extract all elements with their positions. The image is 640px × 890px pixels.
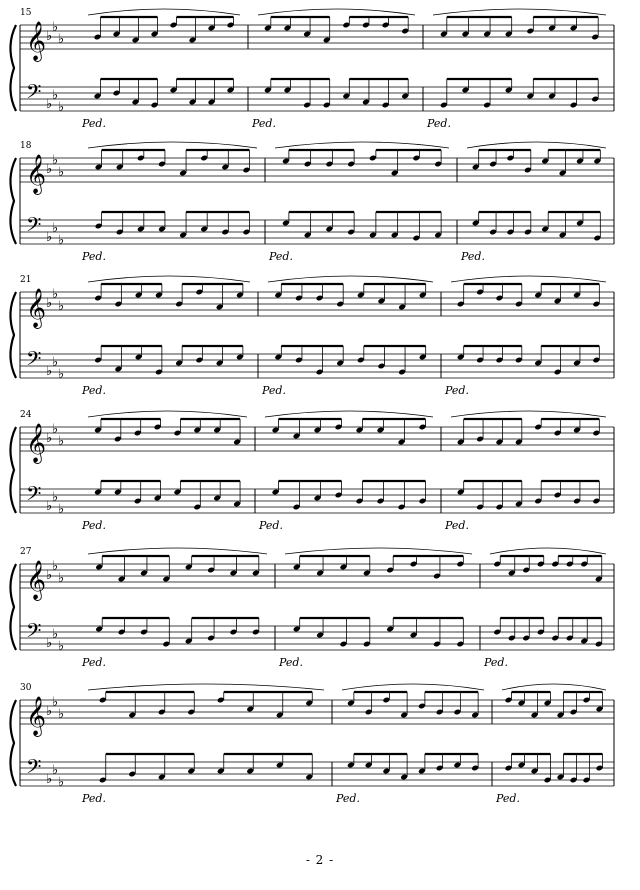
slur (88, 142, 257, 148)
slur (268, 276, 433, 282)
flat-icon: ♭ (46, 296, 53, 311)
pedal-mark: Ped. (484, 656, 508, 669)
flat-icon: ♭ (52, 153, 59, 168)
slur (258, 9, 415, 15)
flat-icon: ♭ (46, 29, 53, 44)
pedal-mark: Ped. (445, 519, 469, 532)
flat-icon: ♭ (46, 636, 53, 651)
pedal-mark: Ped. (82, 519, 106, 532)
bass-clef-icon: 𝄢 (26, 482, 42, 510)
pedal-mark: Ped. (82, 250, 106, 263)
measure-number: 15 (20, 8, 32, 18)
brace (10, 700, 16, 786)
pedal-mark: Ped. (82, 792, 106, 805)
pedal-mark: Ped. (279, 656, 303, 669)
brace (10, 25, 16, 111)
pedal-mark: Ped. (82, 656, 106, 669)
flat-icon: ♭ (58, 571, 65, 586)
system-6 (10, 683, 614, 805)
slur (265, 411, 433, 417)
system-1 (10, 8, 614, 130)
pedal-mark: Ped. (82, 384, 106, 397)
flat-icon: ♭ (58, 502, 65, 517)
measure-number: 24 (20, 410, 32, 420)
slur (88, 548, 267, 554)
treble-clef-icon: 𝄞 (26, 154, 47, 194)
flat-icon: ♭ (58, 367, 65, 382)
flat-icon: ♭ (52, 627, 59, 642)
pedal-mark: Ped. (269, 250, 293, 263)
slur (433, 9, 606, 15)
slur (342, 684, 484, 690)
slur (490, 548, 606, 554)
system-3 (10, 275, 614, 397)
slur (502, 684, 606, 690)
bass-clef-icon: 𝄢 (26, 619, 42, 647)
slur (88, 684, 324, 690)
treble-clef-icon: 𝄞 (26, 696, 47, 736)
flat-icon: ♭ (52, 490, 59, 505)
flat-icon: ♭ (46, 431, 53, 446)
pedal-mark: Ped. (82, 117, 106, 130)
pedal-mark: Ped. (427, 117, 451, 130)
measure-number: 30 (20, 683, 32, 693)
pedal-mark: Ped. (252, 117, 276, 130)
flat-icon: ♭ (46, 97, 53, 112)
brace (10, 564, 16, 650)
page-number: - 2 - (305, 853, 335, 867)
flat-icon: ♭ (58, 233, 65, 248)
flat-icon: ♭ (52, 355, 59, 370)
flat-icon: ♭ (58, 434, 65, 449)
flat-icon: ♭ (58, 299, 65, 314)
slur (451, 276, 606, 282)
flat-icon: ♭ (46, 230, 53, 245)
flat-icon: ♭ (52, 559, 59, 574)
flat-icon: ♭ (58, 707, 65, 722)
slur (88, 276, 250, 282)
slur (451, 411, 606, 417)
slur (285, 548, 472, 554)
flat-icon: ♭ (52, 422, 59, 437)
slur (467, 142, 606, 148)
bass-clef-icon: 𝄢 (26, 213, 42, 241)
flat-icon: ♭ (46, 704, 53, 719)
flat-icon: ♭ (52, 287, 59, 302)
pedal-mark: Ped. (262, 384, 286, 397)
flat-icon: ♭ (46, 772, 53, 787)
flat-icon: ♭ (52, 88, 59, 103)
system-2 (10, 141, 614, 263)
slur (275, 142, 449, 148)
pedal-mark: Ped. (445, 384, 469, 397)
flat-icon: ♭ (52, 763, 59, 778)
treble-clef-icon: 𝄞 (26, 21, 47, 61)
flat-icon: ♭ (58, 165, 65, 180)
flat-icon: ♭ (58, 32, 65, 47)
system-5 (10, 547, 614, 669)
flat-icon: ♭ (58, 639, 65, 654)
measure-number: 21 (20, 275, 32, 285)
measure-number: 27 (20, 547, 32, 557)
measure-number: 18 (20, 141, 32, 151)
pedal-mark: Ped. (336, 792, 360, 805)
treble-clef-icon: 𝄞 (26, 423, 47, 463)
slur (88, 411, 247, 417)
flat-icon: ♭ (52, 20, 59, 35)
flat-icon: ♭ (46, 568, 53, 583)
system-4 (10, 410, 614, 532)
flat-icon: ♭ (52, 221, 59, 236)
brace (10, 158, 16, 244)
pedal-mark: Ped. (259, 519, 283, 532)
slur (88, 9, 240, 15)
flat-icon: ♭ (46, 499, 53, 514)
brace (10, 292, 16, 378)
treble-clef-icon: 𝄞 (26, 560, 47, 600)
pedal-mark: Ped. (496, 792, 520, 805)
bass-clef-icon: 𝄢 (26, 755, 42, 783)
flat-icon: ♭ (46, 162, 53, 177)
brace (10, 427, 16, 513)
flat-icon: ♭ (58, 775, 65, 790)
pedal-mark: Ped. (461, 250, 485, 263)
bass-clef-icon: 𝄢 (26, 347, 42, 375)
treble-clef-icon: 𝄞 (26, 288, 47, 328)
flat-icon: ♭ (52, 695, 59, 710)
flat-icon: ♭ (46, 364, 53, 379)
bass-clef-icon: 𝄢 (26, 80, 42, 108)
flat-icon: ♭ (58, 100, 65, 115)
